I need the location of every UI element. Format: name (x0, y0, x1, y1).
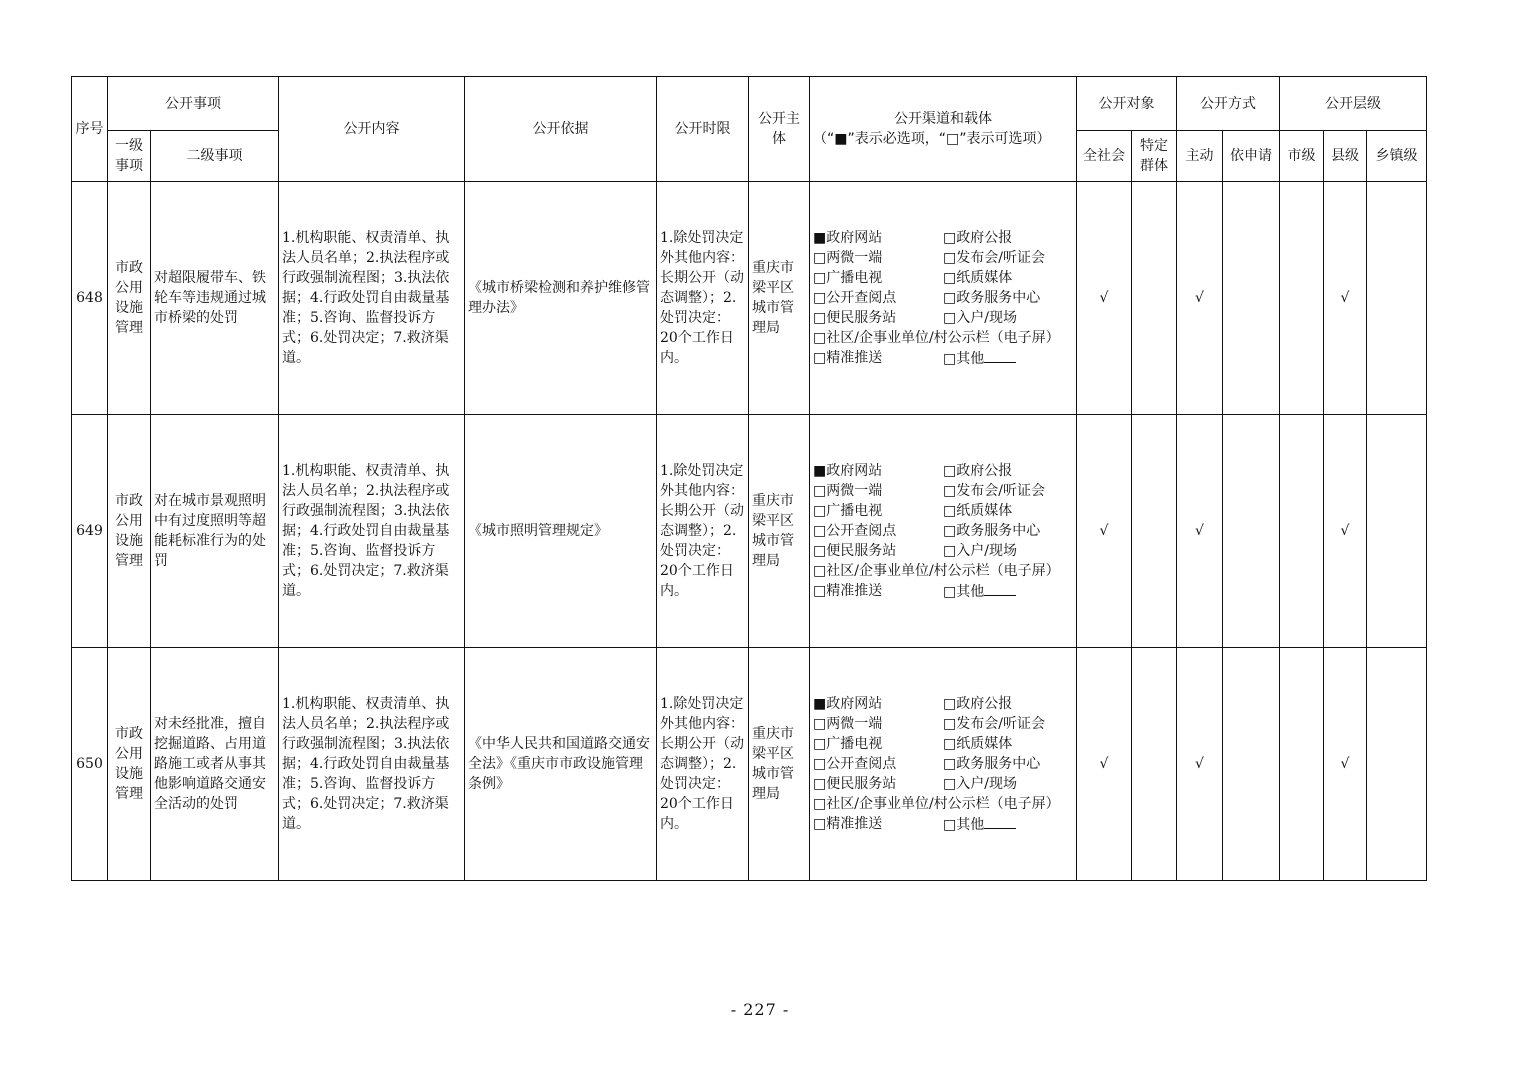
header-audience-all: 全社会 (1077, 131, 1132, 182)
row-channels (810, 648, 1077, 881)
row-content: 1.机构职能、权责清单、执法人员名单；2.执法程序或行政强制流程图；3.执法依据；4.行政处罚自由裁量基准；5.咨询、监督投诉方式；6.处罚决定；7.救济渠道。 (279, 415, 465, 648)
channel-option: □两微一端 (813, 249, 883, 266)
row-time-limit: 1.除处罚决定外其他内容：长期公开（动态调整）；2.处罚决定：20个工作日内。 (657, 415, 749, 648)
row-subject: 重庆市梁平区城市管理局 (749, 182, 810, 415)
header-method-active: 主动 (1177, 131, 1223, 182)
table-row (72, 648, 1427, 881)
level-county-mark: √ (1324, 415, 1367, 648)
table-row (72, 182, 1427, 415)
channel-option: □入户/现场 (943, 542, 1017, 559)
level-city-mark (1280, 182, 1324, 415)
blank-underline (984, 348, 1016, 363)
row-seq: 649 (72, 415, 108, 648)
header-seq: 序号 (72, 77, 108, 182)
disclosure-table (71, 76, 1427, 881)
header-method-request: 依申请 (1223, 131, 1280, 182)
blank-underline (984, 814, 1016, 829)
channel-option: □精准推送 (813, 349, 883, 366)
header-basis: 公开依据 (465, 77, 657, 182)
level-town-mark (1367, 182, 1427, 415)
level-city-mark (1280, 648, 1324, 881)
row-time-limit: 1.除处罚决定外其他内容：长期公开（动态调整）；2.处罚决定：20个工作日内。 (657, 648, 749, 881)
channel-option: □便民服务站 (813, 309, 897, 326)
table-row (72, 415, 1427, 648)
row-basis: 《城市照明管理规定》 (465, 415, 657, 648)
row-basis: 《中华人民共和国道路交通安全法》《重庆市市政设施管理条例》 (465, 648, 657, 881)
channel-option: □广播电视 (813, 269, 883, 286)
header-items: 公开事项 (108, 77, 279, 131)
channel-option: □精准推送 (813, 582, 883, 599)
channel-option: □社区/企事业单位/村公示栏（电子屏） (813, 795, 1060, 812)
channel-option: □发布会/听证会 (943, 249, 1045, 266)
header-level: 公开层级 (1280, 77, 1427, 131)
header-level-town: 乡镇级 (1367, 131, 1427, 182)
channel-option: □社区/企事业单位/村公示栏（电子屏） (813, 562, 1060, 579)
channel-option: □政府公报 (943, 462, 1013, 479)
channel-option: □发布会/听证会 (943, 715, 1045, 732)
header-channel (810, 77, 1077, 182)
method-request-mark (1223, 648, 1280, 881)
channel-option: □纸质媒体 (943, 735, 1013, 752)
channel-option: □其他 (943, 583, 985, 600)
channel-option: □其他 (943, 350, 985, 367)
header-level-city: 市级 (1280, 131, 1324, 182)
method-active-mark: √ (1177, 182, 1223, 415)
channel-option: ■政府网站 (813, 462, 883, 479)
row-content: 1.机构职能、权责清单、执法人员名单；2.执法程序或行政强制流程图；3.执法依据；4.行政处罚自由裁量基准；5.咨询、监督投诉方式；6.处罚决定；7.救济渠道。 (279, 648, 465, 881)
audience-group-mark (1132, 182, 1177, 415)
row-level1: 市政公用设施管理 (108, 415, 151, 648)
channel-option: □社区/企事业单位/村公示栏（电子屏） (813, 329, 1060, 346)
audience-group-mark (1132, 415, 1177, 648)
page-number: - 227 - (730, 1000, 790, 1019)
level-county-mark: √ (1324, 648, 1367, 881)
method-request-mark (1223, 182, 1280, 415)
channel-option: □政务服务中心 (943, 522, 1041, 539)
method-active-mark: √ (1177, 415, 1223, 648)
row-level2: 对未经批准，擅自挖掘道路、占用道路施工或者从事其他影响道路交通安全活动的处罚 (151, 648, 279, 881)
header-time-limit: 公开时限 (657, 77, 749, 182)
level-town-mark (1367, 415, 1427, 648)
channel-option: □便民服务站 (813, 775, 897, 792)
channel-option: □入户/现场 (943, 309, 1017, 326)
row-channels (810, 415, 1077, 648)
level-city-mark (1280, 415, 1324, 648)
channel-option: □公开查阅点 (813, 289, 897, 306)
row-content: 1.机构职能、权责清单、执法人员名单；2.执法程序或行政强制流程图；3.执法依据；4.行政处罚自由裁量基准；5.咨询、监督投诉方式；6.处罚决定；7.救济渠道。 (279, 182, 465, 415)
level-town-mark (1367, 648, 1427, 881)
row-level1: 市政公用设施管理 (108, 648, 151, 881)
channel-option: □发布会/听证会 (943, 482, 1045, 499)
channel-option: □广播电视 (813, 502, 883, 519)
header-item-level2: 二级事项 (151, 131, 279, 182)
channel-option: □纸质媒体 (943, 502, 1013, 519)
row-level1: 市政公用设施管理 (108, 182, 151, 415)
row-level2: 对超限履带车、铁轮车等违规通过城市桥梁的处罚 (151, 182, 279, 415)
channel-option: □公开查阅点 (813, 755, 897, 772)
method-active-mark: √ (1177, 648, 1223, 881)
channel-option: □政务服务中心 (943, 755, 1041, 772)
level-county-mark: √ (1324, 182, 1367, 415)
channel-option: □公开查阅点 (813, 522, 897, 539)
channel-option: □政府公报 (943, 695, 1013, 712)
header-subject: 公开主体 (749, 77, 810, 182)
channel-option: □两微一端 (813, 715, 883, 732)
header-audience: 公开对象 (1077, 77, 1177, 131)
channel-option: □精准推送 (813, 815, 883, 832)
audience-all-mark: √ (1077, 415, 1132, 648)
row-time-limit: 1.除处罚决定外其他内容：长期公开（动态调整）；2.处罚决定：20个工作日内。 (657, 182, 749, 415)
header-audience-group: 特定群体 (1132, 131, 1177, 182)
row-level2: 对在城市景观照明中有过度照明等超能耗标准行为的处罚 (151, 415, 279, 648)
channel-option: □两微一端 (813, 482, 883, 499)
blank-underline (984, 581, 1016, 596)
row-subject: 重庆市梁平区城市管理局 (749, 415, 810, 648)
channel-option: □其他 (943, 816, 985, 833)
header-level-county: 县级 (1324, 131, 1367, 182)
channel-option: □便民服务站 (813, 542, 897, 559)
row-seq: 648 (72, 182, 108, 415)
row-subject: 重庆市梁平区城市管理局 (749, 648, 810, 881)
channel-option: ■政府网站 (813, 229, 883, 246)
header-content: 公开内容 (279, 77, 465, 182)
row-seq: 650 (72, 648, 108, 881)
header-item-level1: 一级事项 (108, 131, 151, 182)
channel-option: □政府公报 (943, 229, 1013, 246)
row-basis: 《城市桥梁检测和养护维修管理办法》 (465, 182, 657, 415)
channel-option: □政务服务中心 (943, 289, 1041, 306)
channel-option: □广播电视 (813, 735, 883, 752)
row-channels (810, 182, 1077, 415)
header-channel-title: 公开渠道和载体 (894, 111, 992, 127)
header-method: 公开方式 (1177, 77, 1280, 131)
channel-option: □入户/现场 (943, 775, 1017, 792)
channel-option: □纸质媒体 (943, 269, 1013, 286)
audience-all-mark: √ (1077, 182, 1132, 415)
method-request-mark (1223, 415, 1280, 648)
header-channel-note: （“■”表示必选项，“□”表示可选项） (813, 131, 1051, 147)
audience-all-mark: √ (1077, 648, 1132, 881)
audience-group-mark (1132, 648, 1177, 881)
channel-option: ■政府网站 (813, 695, 883, 712)
